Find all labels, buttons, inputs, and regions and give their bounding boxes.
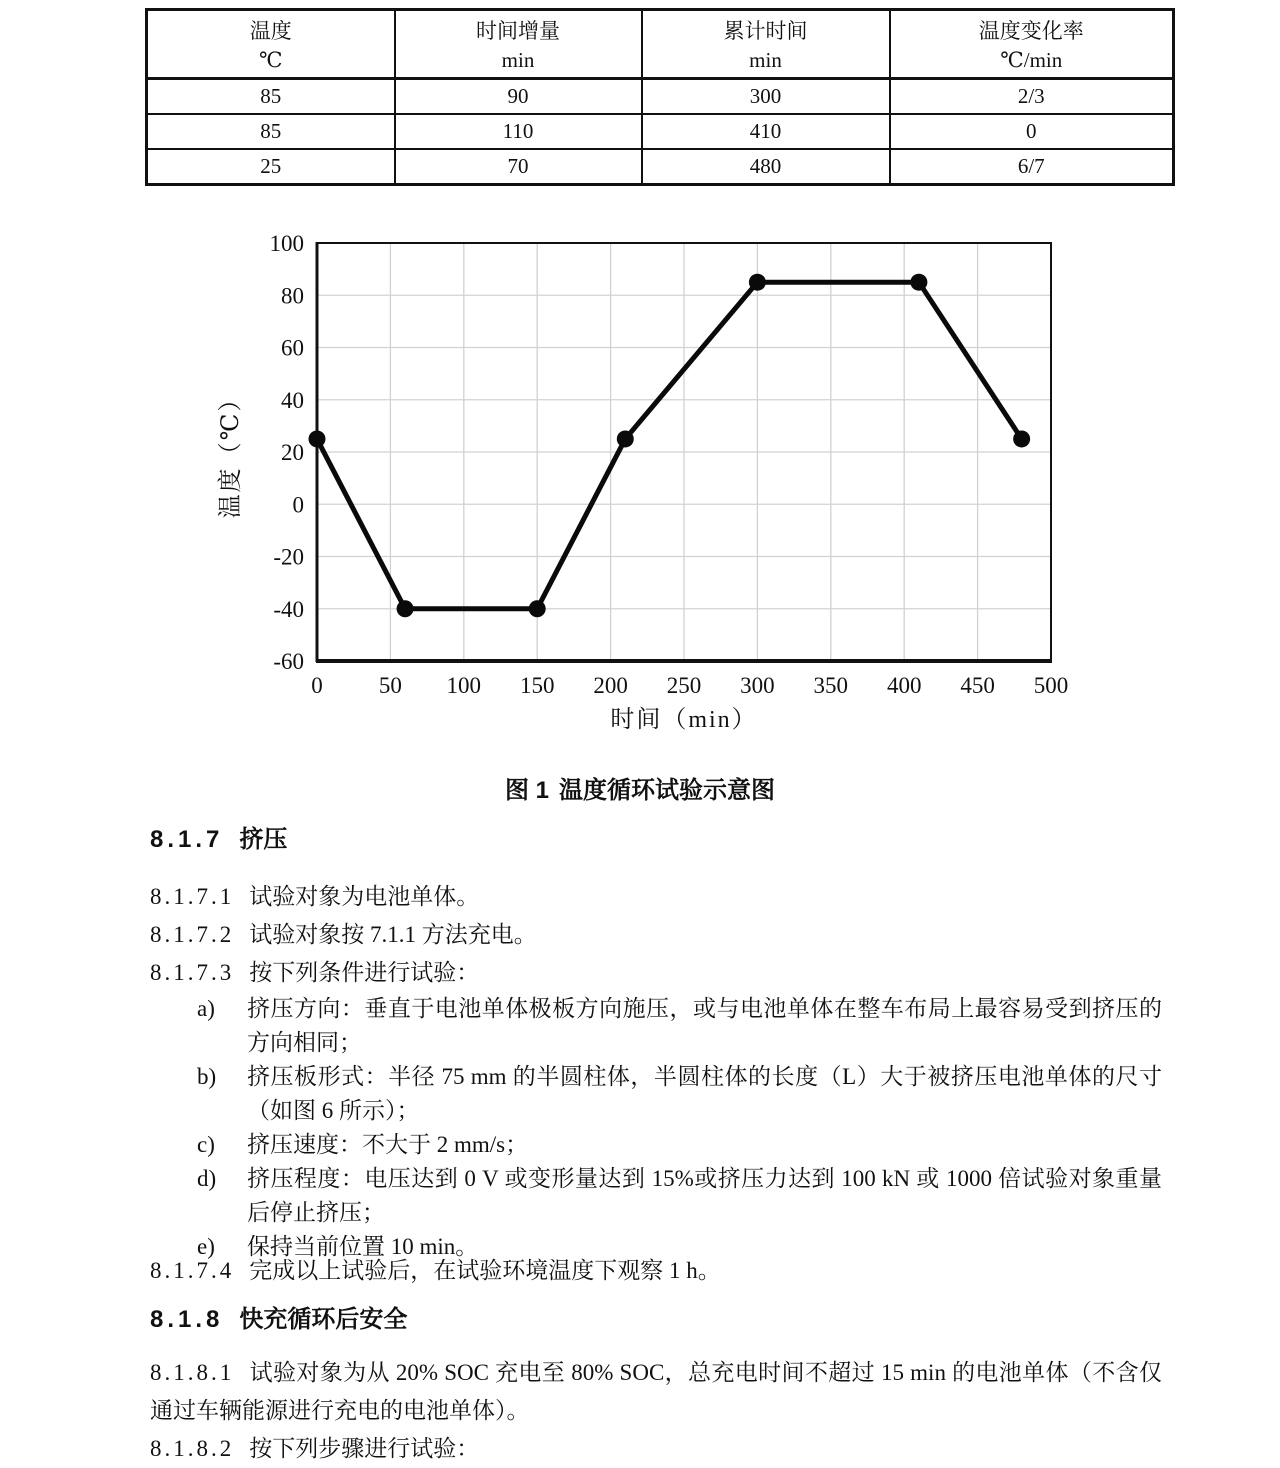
svg-text:150: 150	[519, 673, 555, 698]
column-name: 时间增量	[476, 19, 560, 43]
table-cell: 6/7	[890, 149, 1174, 185]
clause-number: 8.1.8.1	[150, 1360, 235, 1385]
table-header-row	[147, 10, 1174, 79]
column-name: 温度	[249, 19, 292, 43]
table-header-cumulative-time	[642, 10, 890, 79]
svg-text:400: 400	[886, 673, 922, 698]
list-item-a	[150, 992, 1162, 1060]
table-cell: 110	[395, 114, 642, 149]
svg-text:80: 80	[281, 283, 304, 309]
clause-text: 按下列步骤进行试验：	[249, 1436, 480, 1461]
document-body	[150, 826, 1162, 1468]
svg-text:500: 500	[1033, 673, 1069, 698]
section-heading-8-1-8	[150, 1306, 1162, 1334]
clause-text: 完成以上试验后，在试验环境温度下观察 1 h。	[249, 1258, 721, 1283]
table-cell: 85	[147, 114, 395, 149]
list-item-b	[150, 1060, 1162, 1128]
svg-text:450: 450	[960, 673, 995, 698]
list-item-text: 挤压方向：垂直于电池单体极板方向施压，或与电池单体在整车布局上最容易受到挤压的方向相同；	[247, 996, 1162, 1055]
svg-text:300: 300	[740, 673, 775, 698]
table-header-temp-change-rate	[890, 10, 1174, 79]
temperature-cycle-line-chart	[180, 228, 1080, 748]
clause-text: 按下列条件进行试验：	[249, 960, 480, 985]
svg-text:-40: -40	[273, 596, 304, 622]
svg-text:60: 60	[281, 335, 304, 361]
clause-number: 8.1.7.3	[150, 960, 235, 985]
list-item-d	[150, 1162, 1162, 1230]
clause-text: 试验对象为电池单体。	[249, 884, 480, 909]
list-item-text: 挤压板形式：半径 75 mm 的半圆柱体，半圆柱体的长度（L）大于被挤压电池单体的尺寸（如图 6 所示）；	[247, 1064, 1162, 1123]
table-cell: 300	[642, 79, 890, 115]
column-name: 温度变化率	[978, 19, 1084, 43]
table-cell: 70	[395, 149, 642, 185]
column-name: 累计时间	[723, 19, 808, 43]
svg-text:-20: -20	[273, 544, 304, 570]
svg-text:-60: -60	[273, 649, 304, 674]
table-cell: 90	[395, 79, 642, 115]
table-cell: 480	[642, 149, 890, 185]
list-item-c	[150, 1128, 1162, 1162]
figure-caption-text: 温度循环试验示意图	[559, 777, 775, 804]
table-header-temperature	[147, 10, 395, 79]
svg-text:0: 0	[311, 673, 323, 698]
svg-text:50: 50	[378, 673, 402, 698]
clause-text: 试验对象按 7.1.1 方法充电。	[249, 922, 537, 947]
table-cell: 85	[147, 79, 395, 115]
section-number: 8.1.8	[150, 1306, 224, 1333]
svg-text:100: 100	[269, 231, 304, 256]
clause-8-1-7-2	[150, 916, 1162, 954]
section-number: 8.1.7	[150, 826, 224, 853]
figure-caption-number: 图 1	[504, 777, 549, 804]
section-heading-8-1-7	[150, 826, 1162, 854]
clause-8-1-8-2	[150, 1430, 1162, 1468]
svg-text:250: 250	[666, 673, 702, 698]
list-item-label: b)	[197, 1064, 217, 1089]
column-unit: ℃/min	[1000, 48, 1063, 72]
condition-list	[150, 992, 1162, 1264]
table-row	[147, 114, 1174, 149]
column-unit: ℃	[259, 48, 283, 72]
table-cell: 25	[147, 149, 395, 185]
clause-text: 试验对象为从 20% SOC 充电至 80% SOC，总充电时间不超过 15 min 的电池单体（不含仅通过车辆能源进行充电的电池单体）。	[150, 1360, 1162, 1423]
list-item-text: 挤压速度：不大于 2 mm/s；	[247, 1132, 529, 1157]
table-cell: 0	[890, 114, 1174, 149]
table-cell: 2/3	[890, 79, 1174, 115]
list-item-e	[150, 1230, 1162, 1264]
svg-text:温度（℃）: 温度（℃）	[218, 385, 244, 519]
svg-text:20: 20	[281, 440, 304, 465]
section-title: 快充循环后安全	[239, 1306, 408, 1333]
list-item-label: d)	[197, 1166, 217, 1191]
list-item-label: c)	[197, 1132, 215, 1157]
figure-caption	[0, 770, 1280, 805]
figure-1-chart	[180, 228, 1080, 748]
svg-text:40: 40	[281, 387, 304, 413]
list-item-text: 挤压程度：电压达到 0 V 或变形量达到 15%或挤压力达到 100 kN 或 1000 倍试验对象重量后停止挤压；	[247, 1166, 1162, 1225]
column-unit: min	[749, 48, 782, 72]
table-row	[147, 149, 1174, 185]
clause-8-1-7-1	[150, 878, 1162, 916]
list-item-label: a)	[197, 996, 215, 1021]
list-item-text: 保持当前位置 10 min。	[247, 1234, 479, 1259]
table-header-time-increment	[395, 10, 642, 79]
clause-number: 8.1.7.1	[150, 884, 235, 909]
section-title: 挤压	[239, 826, 288, 853]
clause-8-1-8-1	[150, 1354, 1162, 1430]
clause-8-1-7-3	[150, 954, 1162, 992]
temperature-cycle-table	[145, 8, 1175, 186]
svg-text:100: 100	[446, 673, 482, 698]
table-row	[147, 79, 1174, 115]
clause-number: 8.1.7.2	[150, 922, 235, 947]
column-unit: min	[501, 48, 535, 72]
table-cell: 410	[642, 114, 890, 149]
clause-number: 8.1.8.2	[150, 1436, 235, 1461]
svg-text:350: 350	[813, 673, 849, 698]
list-item-label: e)	[197, 1234, 215, 1259]
clause-number: 8.1.7.4	[150, 1258, 235, 1283]
svg-text:时间（min）: 时间（min）	[610, 707, 758, 733]
svg-text:0: 0	[292, 492, 304, 518]
svg-text:200: 200	[593, 673, 628, 698]
